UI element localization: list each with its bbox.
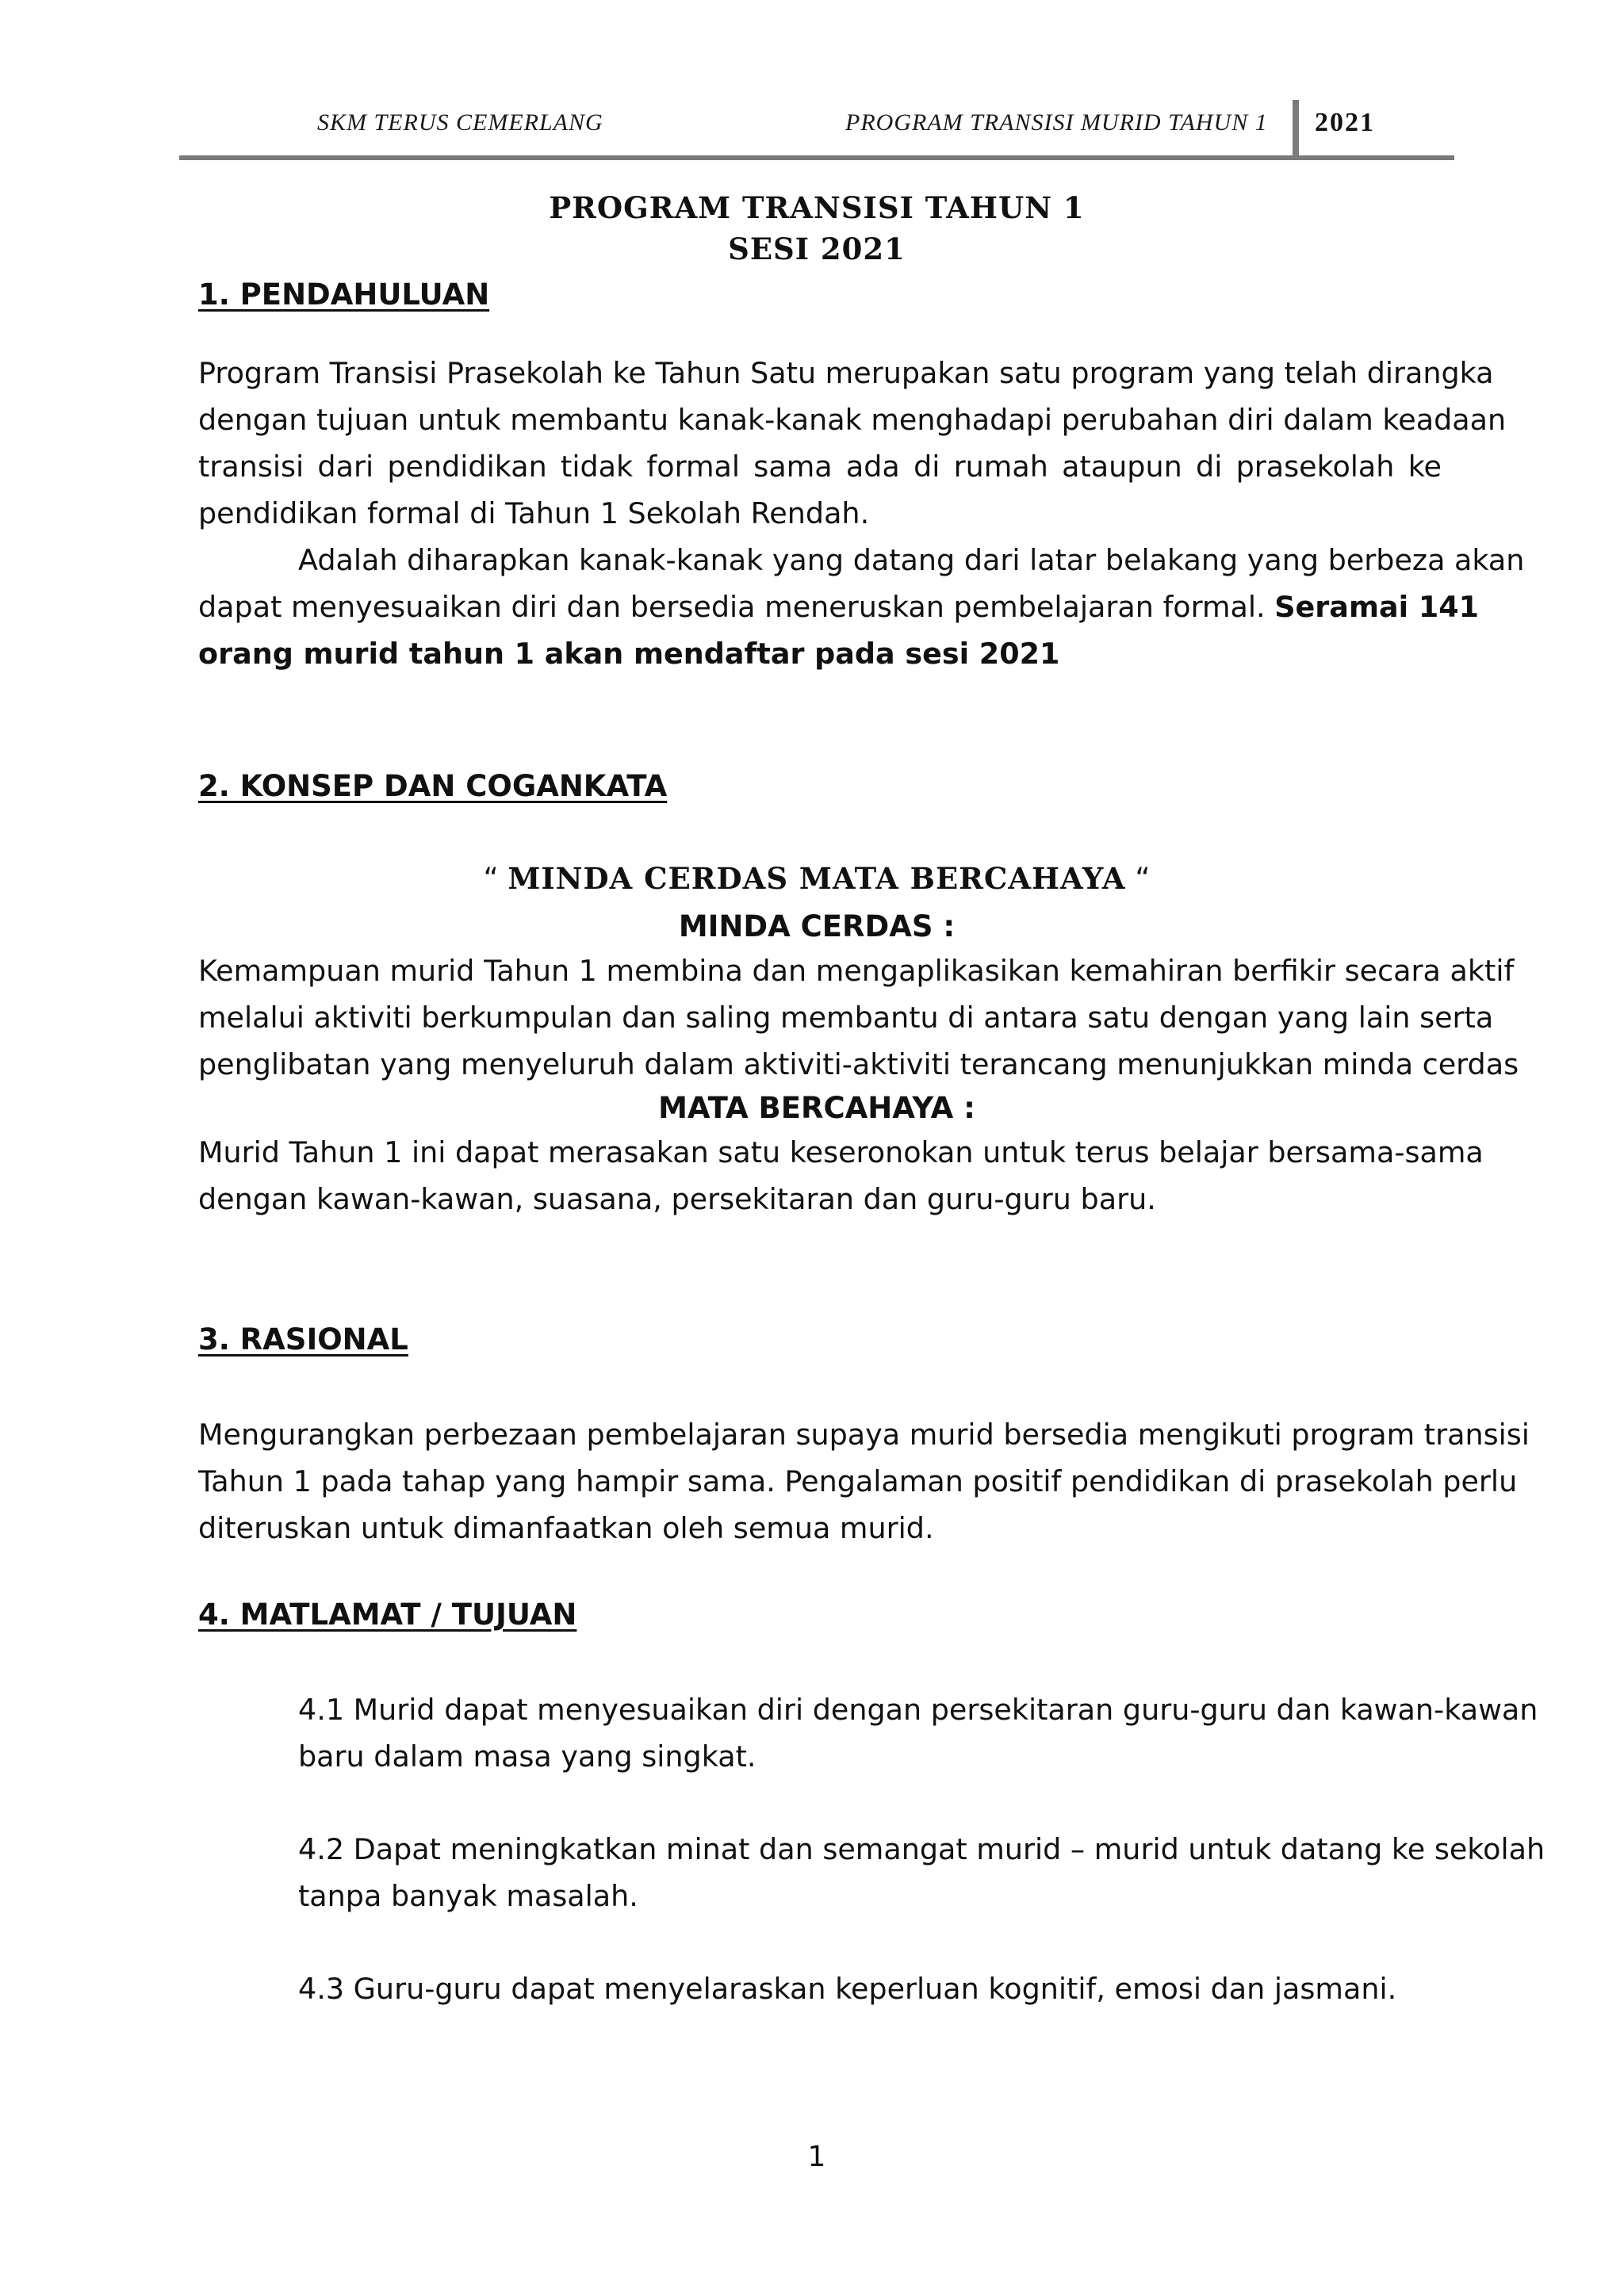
document-title: PROGRAM TRANSISI TAHUN 1: [549, 190, 1085, 225]
paragraph-line: diteruskan untuk dimanfaatkan oleh semua murid.: [198, 1511, 934, 1545]
page-header: [179, 100, 1454, 157]
paragraph-line: Murid Tahun 1 ini dapat merasakan satu keseronokan untuk terus belajar bersama-sama: [198, 1135, 1484, 1169]
header-rule: [179, 155, 1454, 160]
paragraph-line: dengan kawan-kawan, suasana, persekitaran dan guru-guru baru.: [198, 1182, 1156, 1216]
motto: [179, 861, 1454, 896]
section-heading-rasional: 3. RASIONAL: [198, 1322, 408, 1357]
paragraph-line: Program Transisi Prasekolah ke Tahun Satu merupakan satu program yang telah dirangka: [198, 356, 1494, 390]
list-item-4-1-cont: baru dalam masa yang singkat.: [298, 1739, 756, 1774]
paragraph-line: melalui aktiviti berkumpulan dan saling membantu di antara satu dengan yang lain serta: [198, 1001, 1494, 1035]
header-document-title: PROGRAM TRANSISI MURID TAHUN 1: [845, 109, 1268, 136]
section-heading-pendahuluan: 1. PENDAHULUAN: [198, 277, 490, 312]
paragraph-bold-text: Seramai 141: [1274, 590, 1480, 624]
paragraph-line: Kemampuan murid Tahun 1 membina dan mengaplikasikan kemahiran berfikir secara aktif: [198, 954, 1515, 988]
motto-text: MINDA CERDAS MATA BERCAHAYA: [508, 861, 1126, 896]
paragraph-line: Adalah diharapkan kanak-kanak yang datang dari latar belakang yang berbeza akan: [298, 543, 1525, 577]
paragraph-line: [198, 584, 1480, 630]
list-item-4-2: 4.2 Dapat meningkatkan minat dan semangat murid – murid untuk datang ke sekolah: [298, 1832, 1545, 1866]
list-item-4-3: 4.3 Guru-guru dapat menyelaraskan keperluan kognitif, emosi dan jasmani.: [298, 1972, 1397, 2006]
paragraph-line: dengan tujuan untuk membantu kanak-kanak menghadapi perubahan diri dalam keadaan: [198, 403, 1507, 437]
motto-close-quote: “: [1135, 862, 1151, 896]
header-school-name: SKM TERUS CEMERLANG: [317, 109, 603, 136]
subheading-minda-cerdas: MINDA CERDAS :: [678, 909, 956, 943]
paragraph-line: Mengurangkan perbezaan pembelajaran supaya murid bersedia mengikuti program transisi: [198, 1418, 1530, 1452]
document-subtitle: SESI 2021: [728, 232, 906, 266]
paragraph-line: penglibatan yang menyeluruh dalam aktiviti-aktiviti terancang menunjukkan minda cerdas: [198, 1047, 1519, 1081]
subheading-mata-bercahaya: MATA BERCAHAYA :: [658, 1091, 975, 1125]
list-item-4-1: 4.1 Murid dapat menyesuaikan diri dengan persekitaran guru-guru dan kawan-kawan: [298, 1693, 1538, 1727]
paragraph-line: pendidikan formal di Tahun 1 Sekolah Rendah.: [198, 496, 870, 530]
paragraph-text: dapat menyesuaikan diri dan bersedia meneruskan pembelajaran formal.: [198, 590, 1266, 624]
paragraph-line: Tahun 1 pada tahap yang hampir sama. Pengalaman positif pendidikan di prasekolah perlu: [198, 1464, 1518, 1498]
header-year: 2021: [1315, 108, 1375, 137]
paragraph-line: transisi dari pendidikan tidak formal sama ada di rumah ataupun di prasekolah ke: [198, 450, 1442, 484]
list-item-4-2-cont: tanpa banyak masalah.: [298, 1879, 638, 1913]
section-heading-konsep: 2. KONSEP DAN COGANKATA: [198, 769, 668, 803]
paragraph-bold-line: orang murid tahun 1 akan mendaftar pada sesi 2021: [198, 637, 1060, 671]
motto-open-quote: “: [483, 862, 499, 896]
section-heading-matlamat: 4. MATLAMAT / TUJUAN: [198, 1598, 577, 1632]
header-divider-vertical: [1293, 100, 1299, 157]
page-number: 1: [807, 2141, 826, 2173]
